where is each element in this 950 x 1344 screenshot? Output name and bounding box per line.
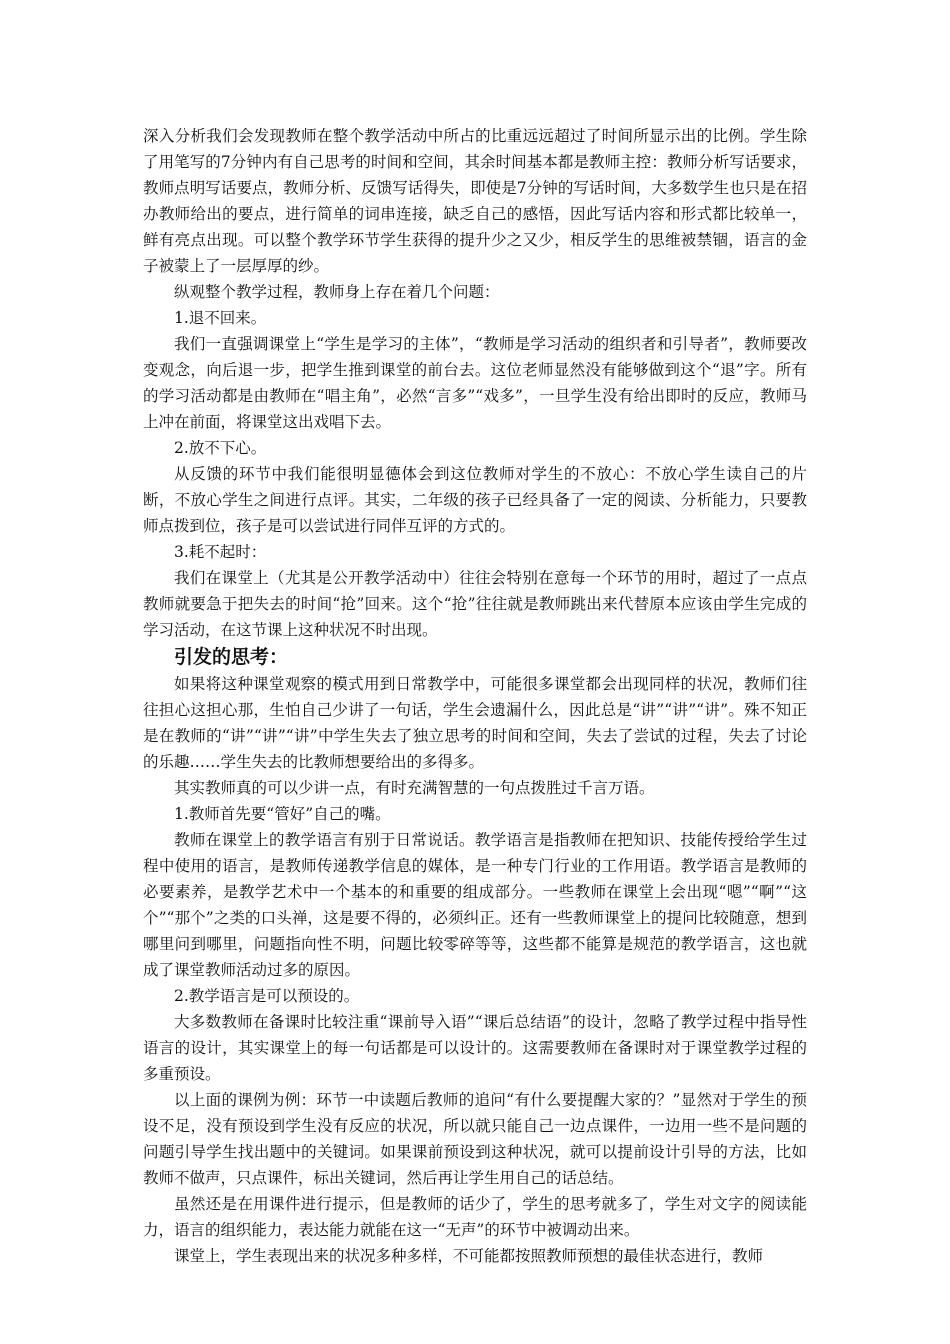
paragraph-0: 深入分析我们会发现教师在整个教学活动中所占的比重远远超过了时间所显示出的比例。学生除了用笔写的7分钟内有自己思考的时间和空间，其余时间基本都是教师主控：教师分析写话要求，教师点明写话要点，教师分析、反馈写话得失，即使是7分钟的写话时间，大多数学生也只是在招办教师给出的要点，进行简单的词串连接，缺乏自己的感悟，因此写话内容和形式都比较单一，鲜有亮点出现。可以整个教学环节学生获得的提升少之又少，相反学生的思维被禁锢，语言的金子被蒙上了一层厚厚的纱。 xyxy=(143,127,807,275)
paragraph-14: 以上面的课例为例：环节一中读题后教师的追问“有什么要提醒大家的？”显然对于学生的预设不足，没有预设到学生没有反应的状况，所以就只能自己一边点课件，一边用一些不是问题的问题引导学生找出题中的关键词。如果课前预设到这种状况，就可以提前设计引导的方法，比如教师不做声，只点课件，标出关键词，然后再让学生用自己的话总结。 xyxy=(143,1091,807,1187)
paragraph-1: 纵观整个教学过程，教师身上存在着几个问题： xyxy=(174,283,500,301)
list-item-3: 3.耗不起时： xyxy=(174,543,267,561)
analysis-section xyxy=(143,123,807,643)
paragraph-9: 其实教师真的可以少讲一点，有时充满智慧的一句点拨胜过千言万语。 xyxy=(174,779,655,797)
list-item-5: 2.教学语言是可以预设的。 xyxy=(174,987,360,1005)
list-item-2: 2.放不下心。 xyxy=(174,439,267,457)
paragraph-3: 我们一直强调课堂上“学生是学习的主体”，“教师是学习活动的组织者和引导者”，教师要改变观念，向后退一步，把学生推到课堂的前台去。这位老师显然没有能够做到这个“退”字。所有的学习活动都是由教师在“唱主角”，必然“言多”“戏多”，一旦学生没有给出即时的反应，教师马上冲在前面，将课堂这出戏唱下去。 xyxy=(143,335,807,431)
list-item-4: 1.教师首先要“管好”自己的嘴。 xyxy=(174,805,391,823)
paragraph-16: 课堂上，学生表现出来的状况多种多样，不可能都按照教师预想的最佳状态进行，教师 xyxy=(174,1247,764,1265)
section-heading: 引发的思考： xyxy=(174,646,289,668)
paragraph-8: 如果将这种课堂观察的模式用到日常教学中，可能很多课堂都会出现同样的状况，教师们往往担心这担心那，生怕自己少讲了一句话，学生会遗漏什么，因此总是“讲”“讲”“讲”。殊不知正是在教师的“讲”“讲”“讲”中学生失去了独立思考的时间和空间，失去了尝试的过程，失去了讨论的乐趣……学生失去的比教师想要给出的多得多。 xyxy=(143,675,807,771)
reflection-section xyxy=(143,671,807,1269)
paragraph-11: 教师在课堂上的教学语言有别于日常说话。教学语言是指教师在把知识、技能传授给学生过程中使用的语言，是教师传递教学信息的媒体，是一种专门行业的工作用语。教学语言是教师的必要素养，是教学艺术中一个基本的和重要的组成部分。一些教师在课堂上会出现“嗯”“啊”“这个”“那个”之类的口头禅，这是要不得的，必须纠正。还有一些教师课堂上的提问比较随意，想到哪里问到哪里，问题指向性不明，问题比较零碎等等，这些都不能算是规范的教学语言，这也就成了课堂教师活动过多的原因。 xyxy=(143,831,807,979)
paragraph-15: 虽然还是在用课件进行提示，但是教师的话少了，学生的思考就多了，学生对文字的阅读能力，语言的组织能力，表达能力就能在这一“无声”的环节中被调动出来。 xyxy=(143,1195,807,1239)
paragraph-13: 大多数教师在备课时比较注重“课前导入语”“课后总结语”的设计，忽略了教学过程中指导性语言的设计，其实课堂上的每一句话都是可以设计的。这需要教师在备课时对于课堂教学过程的多重预设。 xyxy=(143,1013,807,1083)
paragraph-5: 从反馈的环节中我们能很明显德体会到这位教师对学生的不放心：不放心学生读自己的片断，不放心学生之间进行点评。其实，二年级的孩子已经具备了一定的阅读、分析能力，只要教师点拨到位，孩子是可以尝试进行同伴互评的方式的。 xyxy=(143,465,807,535)
document-page xyxy=(143,123,807,1269)
list-item-1: 1.退不回来。 xyxy=(174,309,267,327)
paragraph-7: 我们在课堂上（尤其是公开教学活动中）往往会特别在意每一个环节的用时，超过了一点点教师就要急于把失去的时间“抢”回来。这个“抢”往往就是教师跳出来代替原本应该由学生完成的学习活动，在这节课上这种状况不时出现。 xyxy=(143,569,807,639)
